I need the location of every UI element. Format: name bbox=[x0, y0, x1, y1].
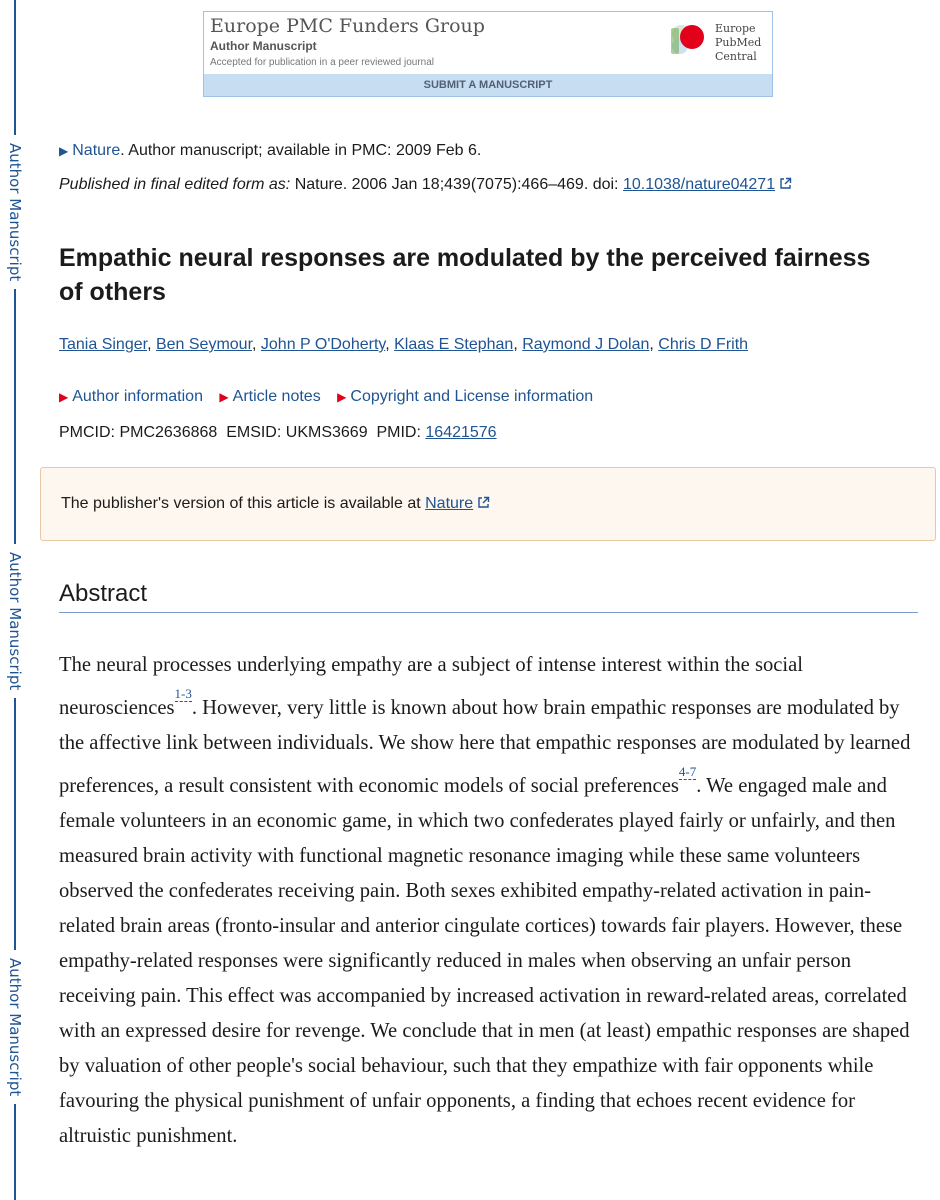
rail-line-segment bbox=[14, 698, 16, 950]
abstract-heading: Abstract bbox=[59, 580, 148, 607]
org-line: PubMed bbox=[715, 36, 762, 49]
funders-group-banner bbox=[203, 11, 773, 97]
banner-title: Europe PMC Funders Group bbox=[210, 15, 485, 37]
article-notes-toggle[interactable] bbox=[219, 388, 320, 405]
article-title: Empathic neural responses are modulated by the perceived fairness of others bbox=[59, 244, 871, 306]
citation-line bbox=[59, 142, 481, 160]
rail-label bbox=[5, 952, 25, 1102]
banner-subtitle: Author Manuscript bbox=[210, 39, 317, 53]
pmid-link[interactable]: 16421576 bbox=[425, 424, 497, 441]
org-line: Europe bbox=[715, 22, 756, 35]
accordion-label: Author information bbox=[72, 388, 203, 405]
notice-text bbox=[61, 495, 490, 513]
rail-label-text: Author Manuscript bbox=[6, 142, 24, 282]
expand-triangle-icon: ▶ bbox=[59, 390, 69, 404]
abstract-text bbox=[59, 648, 921, 1154]
expand-triangle-icon: ▶ bbox=[219, 390, 229, 404]
copyright-license-toggle[interactable] bbox=[337, 388, 593, 405]
expand-triangle-icon: ▶ bbox=[337, 390, 347, 404]
external-link-icon[interactable] bbox=[477, 496, 490, 509]
author-separator: , bbox=[252, 336, 261, 353]
abstract-paragraph-part: . However, very little is known about how brain empathic responses are modulated by the affective link between individuals. We show here that empathic responses are modulated by learned preferences, a result consistent with economic models of social preferences bbox=[59, 696, 911, 797]
pmcid-value: PMC2636868 bbox=[119, 424, 218, 441]
published-label: Published in final edited form as: bbox=[59, 176, 291, 193]
expand-triangle-icon[interactable]: ▶ bbox=[59, 144, 69, 158]
author-link[interactable]: Ben Seymour bbox=[155, 336, 253, 353]
author-separator: , bbox=[147, 336, 156, 353]
publisher-version-notice bbox=[40, 467, 936, 541]
journal-link[interactable]: Nature bbox=[72, 142, 121, 159]
rail-label-text: Author Manuscript bbox=[6, 957, 24, 1097]
article-accordions bbox=[59, 388, 605, 406]
abstract-divider bbox=[59, 612, 918, 613]
notice-message: The publisher's version of this article is available at bbox=[61, 495, 426, 512]
rail-line-segment bbox=[14, 0, 16, 135]
published-line bbox=[59, 176, 792, 194]
author-list bbox=[59, 336, 748, 354]
pmcid-label: PMCID: bbox=[59, 424, 115, 441]
abstract-paragraph-part: The neural processes underlying empathy are a subject of intense interest within the social neurosciences bbox=[59, 654, 803, 719]
author-separator: , bbox=[385, 336, 395, 353]
published-text: Nature. 2006 Jan 18;439(7075):466–469. doi: bbox=[290, 176, 623, 193]
abstract-paragraph-part: . We engaged male and female volunteers in an economic game, in which two confederates played fairly or unfairly, and then measured brain activity with functional magnetic resonance imaging while these same volunteers observed the confederates receiving pain. Both sexes exhibited empathy-related activation in pain-related brain areas (fronto-insular and anterior cingulate cortices) towards fair players. However, these empathy-related responses were significantly reduced in males when observing an unfair person receiving pain. This effect was accompanied by increased activation in reward-related areas, correlated with an expressed desire for revenge. We conclude that in men (at least) empathic responses are shaped by valuation of other people's social behaviour, such that they empathize with fair opponents while favouring the physical punishment of unfair opponents, a finding that echoes recent evidence for altruistic punishment. bbox=[59, 774, 910, 1147]
accordion-label: Copyright and License information bbox=[350, 388, 594, 405]
reference-link[interactable]: 4-7 bbox=[678, 763, 697, 779]
doi-link[interactable]: 10.1038/nature04271 bbox=[622, 176, 776, 193]
rail-label-text: Author Manuscript bbox=[6, 551, 24, 691]
org-line: Central bbox=[715, 50, 757, 63]
rail-label bbox=[5, 137, 25, 287]
author-link[interactable]: Tania Singer bbox=[59, 336, 148, 353]
publisher-link[interactable]: Nature bbox=[425, 495, 474, 512]
availability-text: . Author manuscript; available in PMC: 2009 Feb 6. bbox=[120, 142, 482, 159]
accordion-label: Article notes bbox=[232, 388, 321, 405]
author-link[interactable]: Chris D Frith bbox=[658, 336, 749, 353]
author-link[interactable]: John P O'Doherty bbox=[260, 336, 386, 353]
author-link[interactable]: Raymond J Dolan bbox=[522, 336, 650, 353]
rail-line-segment bbox=[14, 1104, 16, 1200]
author-separator: , bbox=[649, 336, 659, 353]
rail-label bbox=[5, 546, 25, 696]
banner-header bbox=[204, 12, 772, 74]
submit-manuscript-button[interactable]: SUBMIT A MANUSCRIPT bbox=[204, 74, 772, 96]
emsid-value: UKMS3669 bbox=[285, 424, 368, 441]
external-link-icon[interactable] bbox=[779, 177, 792, 190]
pmid-label: PMID: bbox=[376, 424, 421, 441]
rail-line-segment bbox=[14, 289, 16, 544]
author-information-toggle[interactable] bbox=[59, 388, 203, 405]
europe-pubmed-central-label bbox=[715, 22, 761, 64]
author-link[interactable]: Klaas E Stephan bbox=[394, 336, 514, 353]
banner-note: Accepted for publication in a peer reviewed journal bbox=[210, 57, 435, 68]
article-identifiers bbox=[59, 424, 497, 442]
emsid-label: EMSID: bbox=[226, 424, 282, 441]
author-separator: , bbox=[513, 336, 523, 353]
europe-pmc-logo-icon bbox=[666, 18, 712, 64]
reference-link[interactable]: 1-3 bbox=[174, 686, 192, 701]
